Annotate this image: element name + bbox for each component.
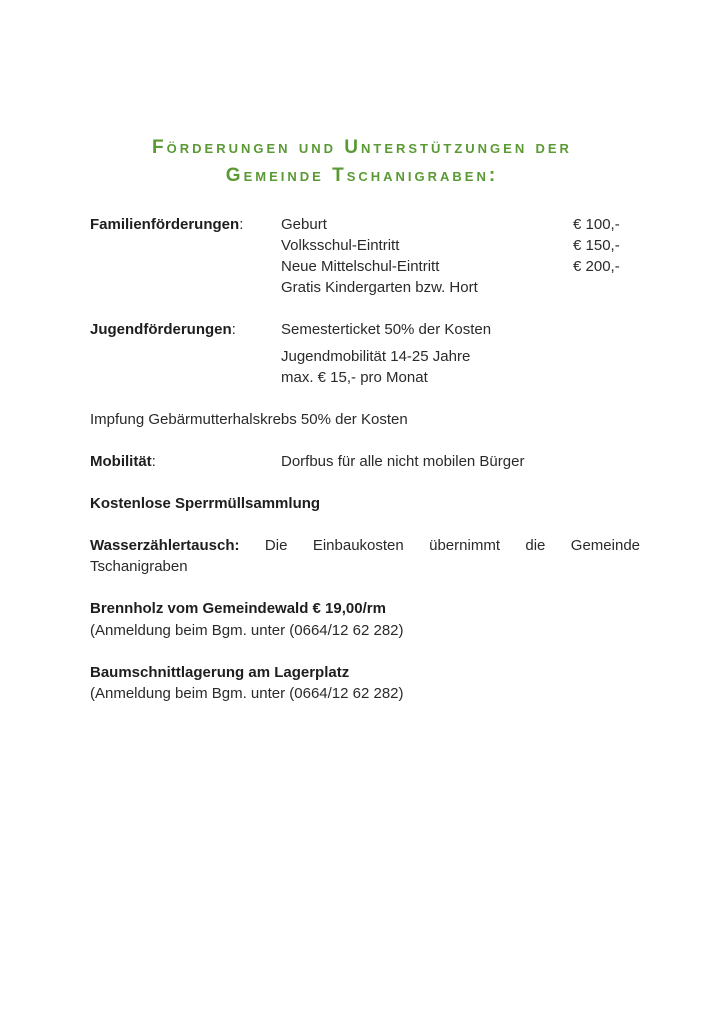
wasser-line-1 [90,536,640,556]
jugend-label-text: Jugendförderungen [90,321,232,338]
jugend-label [90,320,236,340]
wasser-text-2: Tschanigraben [90,558,188,575]
sperrmuell-heading: Kostenlose Sperrmüllsammlung [90,495,321,512]
page-title-line-1: Förderungen und Unterstützungen der [152,137,572,158]
familien-item-geburt: Geburt [281,216,327,233]
wasser-text-1: Die Einbaukosten übernimmt die Gemeinde [264,537,641,554]
familien-amount-volksschule: € 150,- [573,237,620,254]
familien-amount-mittelschule: € 200,- [573,258,620,275]
familien-label-colon: : [239,216,244,233]
jugend-item-semesterticket: Semesterticket 50% der Kosten [281,321,492,338]
impfung-text: Impfung Gebärmutterhalskrebs 50% der Kosten [90,411,408,428]
familien-amount-geburt: € 100,- [573,216,620,233]
jugend-item-max-betrag: max. € 15,- pro Monat [281,369,428,386]
baumschnitt-note: (Anmeldung beim Bgm. unter (0664/12 62 282) [90,685,404,702]
jugend-item-jugendmobilitaet: Jugendmobilität 14-25 Jahre [281,348,471,365]
familien-item-volksschule: Volksschul-Eintritt [281,237,400,254]
familien-item-kindergarten: Gratis Kindergarten bzw. Hort [281,279,478,296]
mobilitaet-label-text: Mobilität [90,453,152,470]
familien-label-text: Familienförderungen [90,216,240,233]
brennholz-heading: Brennholz vom Gemeindewald € 19,00/rm [90,600,386,617]
page-title [0,134,724,190]
mobilitaet-label-colon: : [151,453,156,470]
baumschnitt-heading: Baumschnittlagerung am Lagerplatz [90,664,350,681]
mobilitaet-text: Dorfbus für alle nicht mobilen Bürger [281,453,525,470]
brennholz-note: (Anmeldung beim Bgm. unter (0664/12 62 282) [90,622,404,639]
jugend-label-colon: : [231,321,236,338]
page-title-line-2: Gemeinde Tschanigraben: [225,165,499,186]
wasser-label: Wasserzählertausch: [90,537,240,554]
mobilitaet-label [90,452,156,472]
familien-label [90,215,243,235]
familien-item-mittelschule: Neue Mittelschul-Eintritt [281,258,440,275]
